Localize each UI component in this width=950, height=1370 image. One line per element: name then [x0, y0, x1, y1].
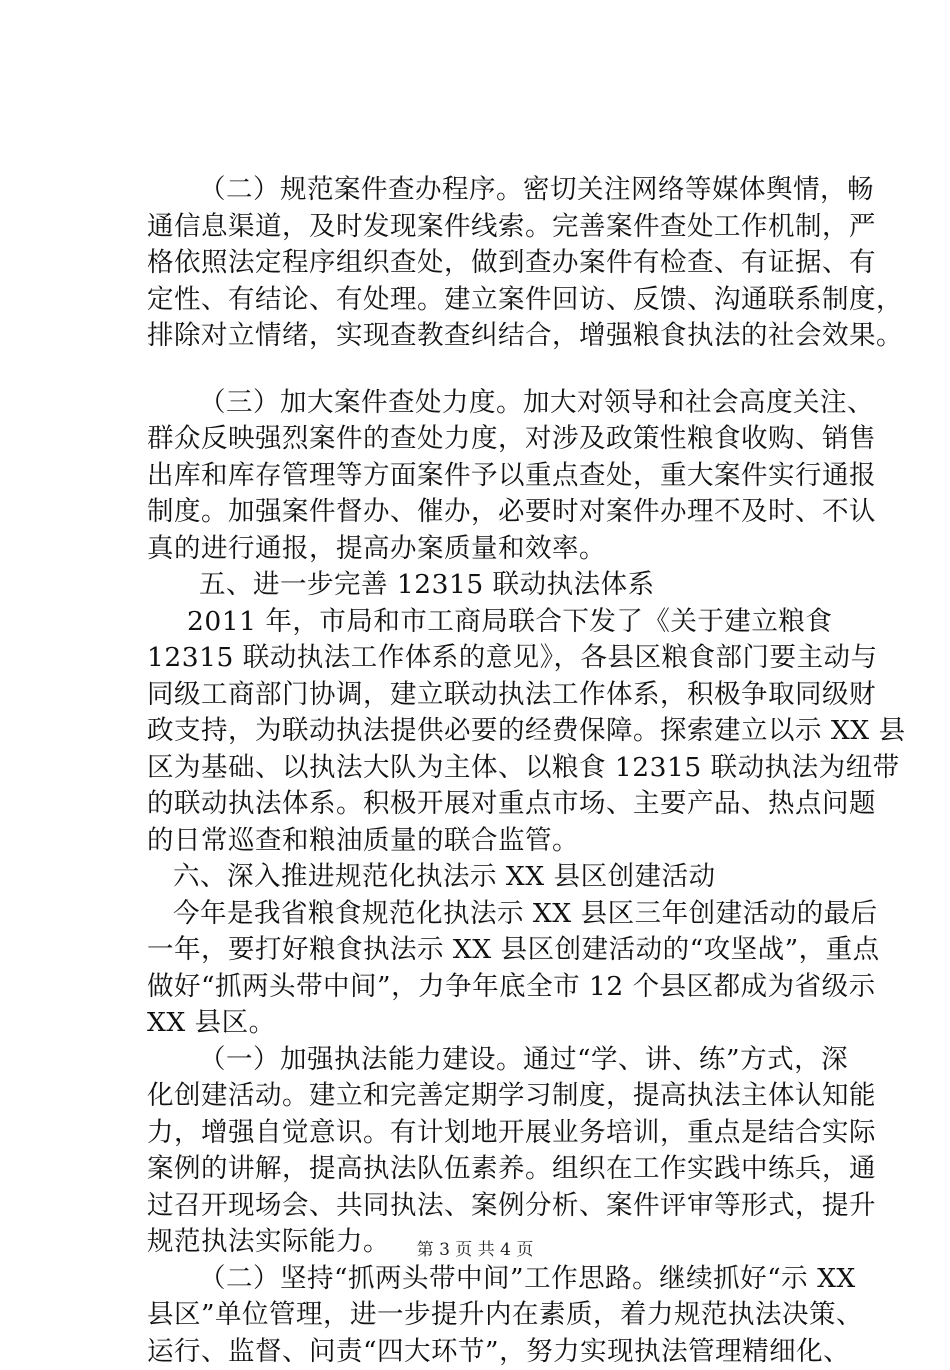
text-line: （三）加大案件查处力度。加大对领导和社会高度关注、	[147, 385, 837, 422]
paragraph-work-approach	[147, 1261, 837, 1370]
text-line: 的日常巡查和粮油质量的联合监管。	[147, 823, 837, 860]
text-line: （二）坚持“抓两头带中间”工作思路。继续抓好“示 XX	[147, 1261, 837, 1298]
text-line: 做好“抓两头带中间”，力争年底全市 12 个县区都成为省级示	[147, 969, 837, 1006]
page-number-footer: 第 3 页 共 4 页	[0, 1239, 950, 1261]
text-line: 案例的讲解，提高执法队伍素养。组织在工作实践中练兵，通	[147, 1151, 837, 1188]
paragraph-linked-enforcement	[147, 604, 837, 860]
text-line: 制度。加强案件督办、催办，必要时对案件办理不及时、不认	[147, 494, 837, 531]
text-line: 同级工商部门协调，建立联动执法工作体系，积极争取同级财	[147, 677, 837, 714]
text-line: 格依照法定程序组织查处，做到查办案件有检查、有证据、有	[147, 245, 837, 282]
text-line: 排除对立情绪，实现查教查纠结合，增强粮食执法的社会效果。	[147, 318, 837, 355]
paragraph-demonstration-activity	[147, 896, 837, 1042]
section-heading-six: 六、深入推进规范化执法示 XX 县区创建活动	[147, 859, 837, 896]
text-line: 规范执法实际能力。	[147, 1224, 837, 1261]
text-line: 力，增强自觉意识。有计划地开展业务培训，重点是结合实际	[147, 1115, 837, 1152]
text-line: 县区”单位管理，进一步提升内在素质，着力规范执法决策、	[147, 1297, 837, 1334]
paragraph-case-procedure	[147, 172, 837, 355]
text-line: 今年是我省粮食规范化执法示 XX 县区三年创建活动的最后	[147, 896, 837, 933]
text-line: 真的进行通报，提高办案质量和效率。	[147, 531, 837, 568]
text-line: 化创建活动。建立和完善定期学习制度，提高执法主体认知能	[147, 1078, 837, 1115]
text-line: 12315 联动执法工作体系的意见》，各县区粮食部门要主动与	[147, 640, 837, 677]
paragraph-spacer	[147, 355, 837, 385]
paragraph-case-intensity	[147, 385, 837, 568]
text-line: （二）规范案件查办程序。密切关注网络等媒体舆情，畅	[147, 172, 837, 209]
text-line: 出库和库存管理等方面案件予以重点查处，重大案件实行通报	[147, 458, 837, 495]
text-line: 通信息渠道，及时发现案件线索。完善案件查处工作机制，严	[147, 209, 837, 246]
text-line: XX 县区。	[147, 1005, 837, 1042]
text-line: 一年，要打好粮食执法示 XX 县区创建活动的“攻坚战”，重点	[147, 932, 837, 969]
text-line: （一）加强执法能力建设。通过“学、讲、练”方式，深	[147, 1042, 837, 1079]
text-line: 的联动执法体系。积极开展对重点市场、主要产品、热点问题	[147, 786, 837, 823]
text-line: 2011 年，市局和市工商局联合下发了《关于建立粮食	[147, 604, 837, 641]
paragraph-capacity-building	[147, 1042, 837, 1261]
text-line: 区为基础、以执法大队为主体、以粮食 12315 联动执法为纽带	[147, 750, 837, 787]
text-line: 过召开现场会、共同执法、案例分析、案件评审等形式，提升	[147, 1188, 837, 1225]
text-line: 政支持，为联动执法提供必要的经费保障。探索建立以示 XX 县	[147, 713, 837, 750]
text-line: 定性、有结论、有处理。建立案件回访、反馈、沟通联系制度，	[147, 282, 837, 319]
text-line: 运行、监督、问责“四大环节”，努力实现执法管理精细化、	[147, 1334, 837, 1370]
document-body	[147, 172, 837, 1370]
section-heading-five: 五、进一步完善 12315 联动执法体系	[147, 567, 837, 604]
text-line: 群众反映强烈案件的查处力度，对涉及政策性粮食收购、销售	[147, 421, 837, 458]
